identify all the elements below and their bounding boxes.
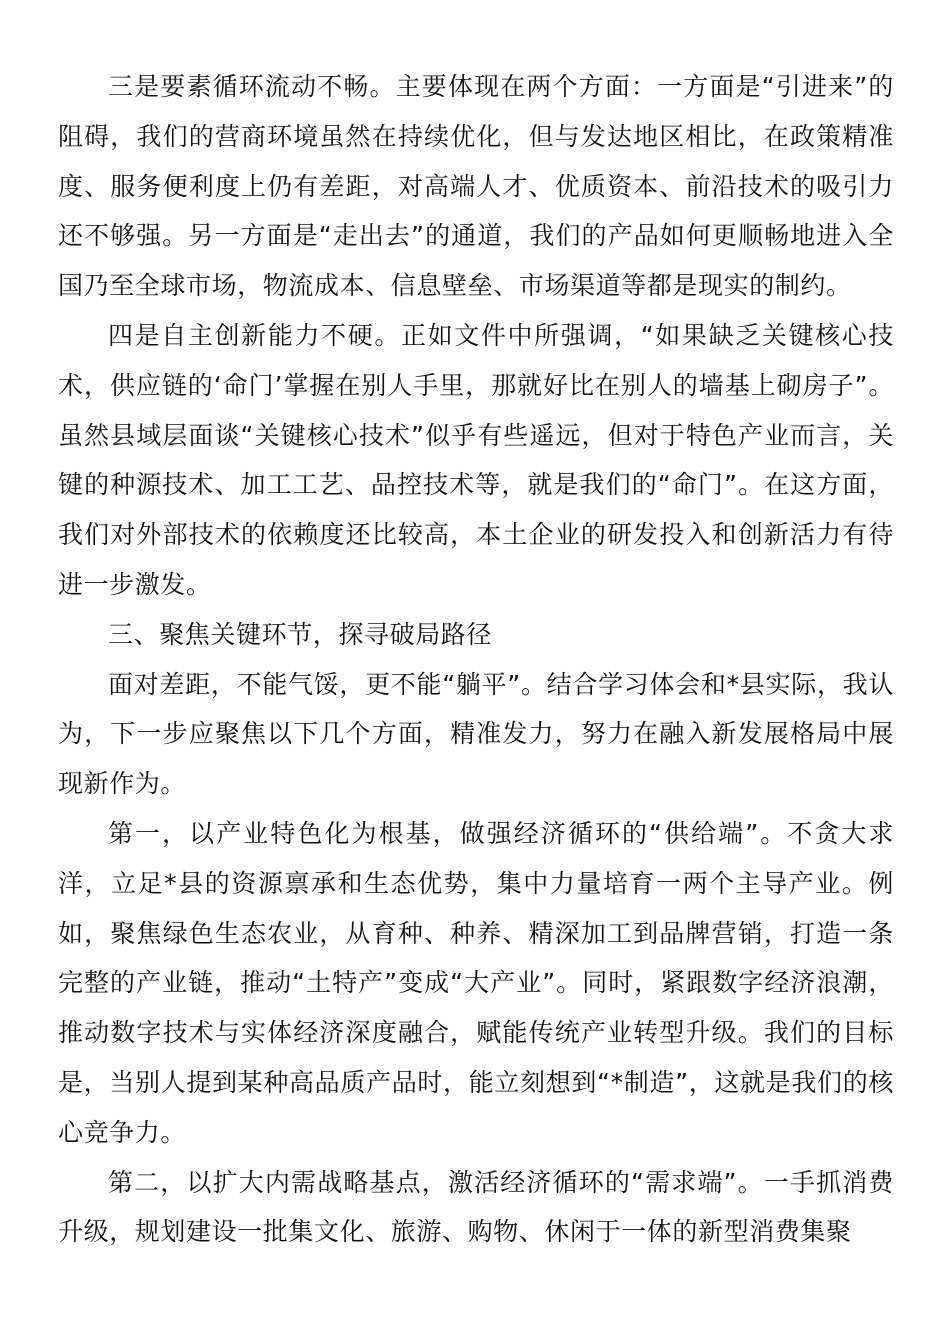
- paragraph-innovation-capacity: 四是自主创新能力不硬。正如文件中所强调，“如果缺乏关键核心技术，供应链的‘命门’掌握在别人手里，那就好比在别人的墙基上砌房子”。虽然县域层面谈“关键核心技术”似乎有些遥远，但对于特色产业而言，关键的种源技术、加工工艺、品控技术等，就是我们的“命门”。在这方面，我们对外部技术的依赖度还比较高，本土企业的研发投入和创新活力有待进一步激发。: [58, 320, 894, 599]
- document-page: [58, 62, 894, 1257]
- section-heading: 三、聚焦关键环节，探寻破局路径: [108, 619, 493, 649]
- paragraph-facing-gap: 面对差距，不能气馁，更不能“躺平”。结合学习体会和*县实际，我认为，下一步应聚焦以下几个方面，精准发力，努力在融入新发展格局中展现新作为。: [58, 669, 894, 799]
- paragraph-factor-circulation: 三是要素循环流动不畅。主要体现在两个方面：一方面是“引进来”的阻碍，我们的营商环境虽然在持续优化，但与发达地区相比，在政策精准度、服务便利度上仍有差距，对高端人才、优质资本、前沿技术的吸引力还不够强。另一方面是“走出去”的通道，我们的产品如何更顺畅地进入全国乃至全球市场，物流成本、信息壁垒、市场渠道等都是现实的制约。: [58, 72, 894, 301]
- paragraph-demand-side: 第二，以扩大内需战略基点，激活经济循环的“需求端”。一手抓消费升级，规划建设一批集文化、旅游、购物、休闲于一体的新型消费集聚: [58, 1167, 894, 1247]
- paragraph-supply-side: 第一，以产业特色化为根基，做强经济循环的“供给端”。不贪大求洋，立足*县的资源禀承和生态优势，集中力量培育一两个主导产业。例如，聚焦绿色生态农业，从育种、种养、精深加工到品牌营销，打造一条完整的产业链，推动“土特产”变成“大产业”。同时，紧跟数字经济浪潮，推动数字技术与实体经济深度融合，赋能传统产业转型升级。我们的目标是，当别人提到某种高品质产品时，能立刻想到“*制造”，这就是我们的核心竞争力。: [58, 818, 894, 1147]
